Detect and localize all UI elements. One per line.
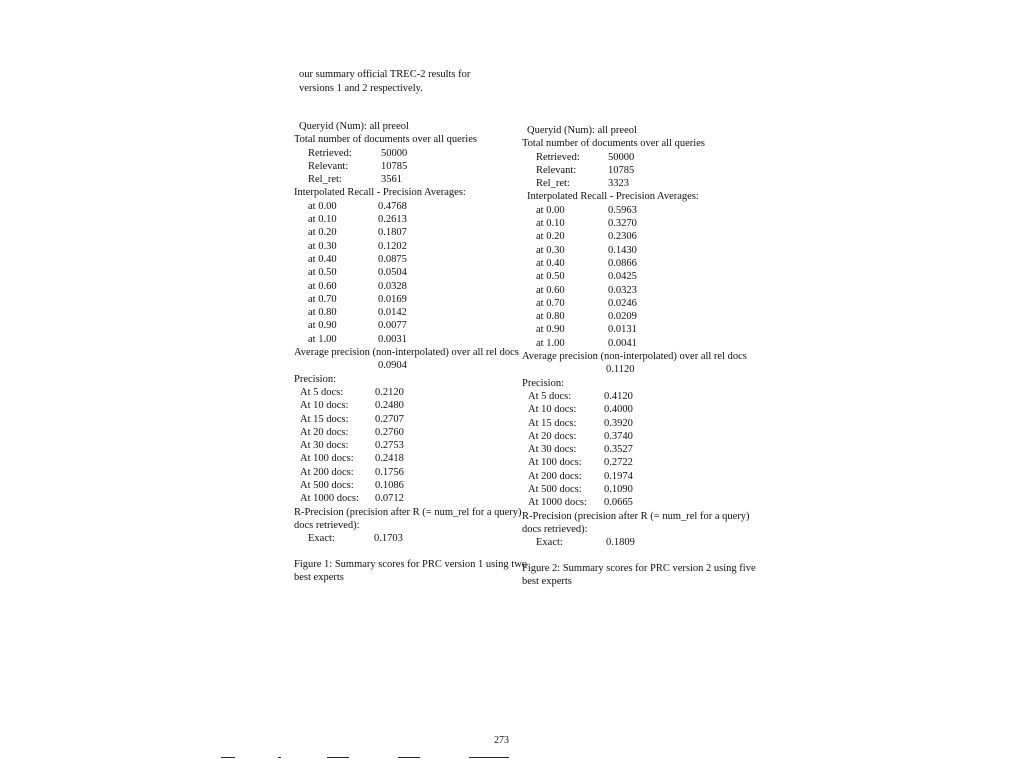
recall-row (294, 306, 534, 319)
stat-label: Rel_ret: (308, 174, 342, 186)
precision-row (294, 452, 534, 465)
recall-value: 0.0077 (378, 320, 407, 332)
recall-row (294, 200, 534, 213)
precision-row (294, 466, 534, 479)
recall-value: 0.4768 (378, 200, 407, 212)
recall-label: at 0.30 (308, 240, 337, 252)
precision-value: 0.0712 (375, 493, 404, 505)
recall-label: at 0.90 (308, 320, 337, 332)
precision-value: 0.2707 (375, 413, 404, 425)
precision-row (294, 413, 534, 426)
total-docs-line: Total number of documents over all queries (522, 138, 705, 150)
interp-title: Interpolated Recall - Precision Averages: (527, 191, 699, 203)
stat-label: Relevant: (536, 164, 577, 176)
precision-label: At 5 docs: (300, 386, 344, 398)
precision-value: 0.1974 (604, 470, 633, 482)
figure-2-caption: Figure 2: Summary scores for PRC version 2 using five best experts (522, 562, 756, 587)
precision-row (294, 399, 534, 412)
precision-value: 0.2753 (375, 440, 404, 452)
precision-row (522, 483, 762, 496)
precision-label: At 30 docs: (300, 440, 349, 452)
precision-label: At 10 docs: (528, 404, 577, 416)
recall-value: 0.0504 (378, 267, 407, 279)
exact-label: Exact: (536, 537, 563, 549)
recall-value: 0.0209 (608, 311, 637, 323)
avg-precision-title: Average precision (non-interpolated) over all rel docs (522, 351, 747, 363)
recall-value: 0.0041 (608, 337, 637, 349)
avg-precision-value: 0.0904 (378, 360, 407, 372)
avg-precision-row (522, 363, 762, 376)
precision-value: 0.2722 (604, 457, 633, 469)
intro-line-1: our summary official TREC-2 results for (299, 69, 471, 80)
precision-label: At 20 docs: (528, 430, 577, 442)
precision-label: At 200 docs: (528, 470, 582, 482)
precision-value: 0.0665 (604, 497, 633, 509)
recall-value: 0.2613 (378, 214, 407, 226)
precision-value: 0.4000 (604, 404, 633, 416)
precision-row (522, 417, 762, 430)
recall-row (522, 297, 762, 310)
precision-label: At 1000 docs: (300, 493, 359, 505)
recall-value: 0.0875 (378, 253, 407, 265)
stat-value: 3561 (381, 174, 402, 186)
precision-row (294, 439, 534, 452)
stat-row (522, 164, 762, 177)
recall-label: at 0.80 (308, 307, 337, 319)
precision-row (522, 390, 762, 403)
footer-rule (327, 757, 349, 758)
precision-value: 0.2418 (375, 453, 404, 465)
recall-row (294, 213, 534, 226)
recall-label: at 0.50 (536, 271, 565, 283)
stat-row (522, 151, 762, 164)
recall-row (294, 319, 534, 332)
recall-label: at 1.00 (308, 333, 337, 345)
precision-label: At 500 docs: (300, 480, 354, 492)
interp-title: Interpolated Recall - Precision Averages: (294, 187, 466, 199)
recall-value: 0.0131 (608, 324, 637, 336)
stat-value: 3323 (608, 178, 629, 190)
recall-row (294, 293, 534, 306)
precision-title: Precision: (294, 373, 336, 385)
recall-label: at 0.80 (536, 311, 565, 323)
stat-value: 50000 (381, 147, 408, 159)
recall-value: 0.1807 (378, 227, 407, 239)
recall-value: 0.0142 (378, 307, 407, 319)
stat-label: Retrieved: (536, 151, 580, 163)
footer-rule (221, 757, 235, 758)
r-precision-title: R-Precision (precision after R (= num_rel for a query) docs retrieved): (522, 510, 750, 535)
page-number: 273 (494, 735, 509, 746)
recall-value: 0.0246 (608, 297, 637, 309)
precision-label: At 30 docs: (528, 444, 577, 456)
recall-label: at 0.90 (536, 324, 565, 336)
recall-label: at 0.20 (308, 227, 337, 239)
recall-label: at 0.00 (536, 204, 565, 216)
precision-label: At 20 docs: (300, 426, 349, 438)
recall-row (294, 266, 534, 279)
recall-value: 0.0328 (378, 280, 407, 292)
recall-value: 0.0866 (608, 257, 637, 269)
recall-label: at 0.70 (308, 293, 337, 305)
precision-label: At 100 docs: (300, 453, 354, 465)
recall-value: 0.3270 (608, 218, 637, 230)
recall-label: at 0.40 (536, 257, 565, 269)
figure-2-results (522, 124, 762, 588)
precision-value: 0.1086 (375, 480, 404, 492)
recall-value: 0.2306 (608, 231, 637, 243)
avg-precision-value: 0.1120 (606, 364, 635, 376)
precision-row (294, 479, 534, 492)
precision-value: 0.4120 (604, 390, 633, 402)
recall-value: 0.0425 (608, 271, 637, 283)
queryid-line: Queryid (Num): all preeol (527, 125, 637, 136)
precision-label: At 500 docs: (528, 484, 582, 496)
recall-label: at 0.40 (308, 253, 337, 265)
recall-value: 0.1202 (378, 240, 407, 252)
precision-label: At 1000 docs: (528, 497, 587, 509)
exact-row (294, 532, 534, 545)
precision-row (522, 456, 762, 469)
precision-label: At 100 docs: (528, 457, 582, 469)
stat-value: 10785 (608, 164, 635, 176)
recall-row (522, 204, 762, 217)
exact-label: Exact: (308, 533, 335, 545)
recall-value: 0.0169 (378, 293, 407, 305)
precision-label: At 15 docs: (528, 417, 577, 429)
recall-table (294, 200, 534, 346)
precision-value: 0.3740 (604, 430, 633, 442)
stat-row (294, 147, 534, 160)
recall-row (522, 284, 762, 297)
stat-label: Retrieved: (308, 147, 352, 159)
intro-line-2: versions 1 and 2 respectively. (299, 83, 423, 94)
recall-label: at 0.60 (536, 284, 565, 296)
precision-value: 0.1756 (375, 466, 404, 478)
recall-row (522, 310, 762, 323)
recall-label: at 0.50 (308, 267, 337, 279)
queryid-line: Queryid (Num): all preeol (299, 121, 409, 132)
intro-text (299, 68, 470, 96)
recall-label: at 0.30 (536, 244, 565, 256)
precision-row (522, 430, 762, 443)
recall-value: 0.0323 (608, 284, 637, 296)
recall-label: at 1.00 (536, 337, 565, 349)
precision-label: At 10 docs: (300, 400, 349, 412)
stat-label: Relevant: (308, 160, 349, 172)
recall-row (522, 217, 762, 230)
precision-value: 0.2760 (375, 426, 404, 438)
precision-title: Precision: (522, 377, 564, 389)
exact-value: 0.1809 (606, 537, 635, 549)
total-docs-line: Total number of documents over all queries (294, 134, 477, 146)
recall-row (294, 280, 534, 293)
figure-1-caption: Figure 1: Summary scores for PRC version 1 using two best experts (294, 558, 528, 583)
recall-row (294, 240, 534, 253)
precision-table (522, 390, 762, 510)
recall-row (522, 337, 762, 350)
stat-value: 50000 (608, 151, 635, 163)
recall-table (522, 204, 762, 350)
stat-row (294, 173, 534, 186)
footer-rule (469, 757, 509, 758)
precision-row (522, 496, 762, 509)
avg-precision-title: Average precision (non-interpolated) over all rel docs (294, 347, 519, 359)
stat-value: 10785 (381, 160, 408, 172)
recall-row (522, 270, 762, 283)
recall-row (294, 333, 534, 346)
recall-value: 0.0031 (378, 333, 407, 345)
precision-row (522, 443, 762, 456)
avg-precision-row (294, 359, 534, 372)
precision-label: At 15 docs: (300, 413, 349, 425)
recall-label: at 0.00 (308, 200, 337, 212)
recall-row (522, 257, 762, 270)
precision-value: 0.2480 (375, 400, 404, 412)
recall-label: at 0.60 (308, 280, 337, 292)
footer-rule (398, 757, 420, 758)
precision-row (294, 426, 534, 439)
precision-row (294, 386, 534, 399)
precision-row (294, 492, 534, 505)
precision-value: 0.2120 (375, 386, 404, 398)
recall-row (522, 323, 762, 336)
recall-row (522, 230, 762, 243)
stats-block (294, 147, 534, 187)
recall-label: at 0.10 (536, 218, 565, 230)
stat-row (522, 177, 762, 190)
r-precision-title: R-Precision (precision after R (= num_rel for a query) docs retrieved): (294, 506, 522, 531)
stat-row (294, 160, 534, 173)
recall-row (522, 244, 762, 257)
stats-block (522, 151, 762, 191)
stat-label: Rel_ret: (536, 178, 570, 190)
recall-value: 0.5963 (608, 204, 637, 216)
figure-1-results (294, 120, 534, 584)
recall-label: at 0.10 (308, 214, 337, 226)
precision-row (522, 470, 762, 483)
exact-row (522, 536, 762, 549)
exact-value: 0.1703 (374, 533, 403, 545)
precision-value: 0.1090 (604, 484, 633, 496)
precision-value: 0.3527 (604, 444, 633, 456)
precision-table (294, 386, 534, 506)
precision-label: At 200 docs: (300, 466, 354, 478)
recall-row (294, 253, 534, 266)
recall-label: at 0.70 (536, 297, 565, 309)
precision-label: At 5 docs: (528, 390, 572, 402)
recall-value: 0.1430 (608, 244, 637, 256)
recall-row (294, 226, 534, 239)
footer-rule (278, 757, 281, 758)
precision-value: 0.3920 (604, 417, 633, 429)
precision-row (522, 403, 762, 416)
recall-label: at 0.20 (536, 231, 565, 243)
